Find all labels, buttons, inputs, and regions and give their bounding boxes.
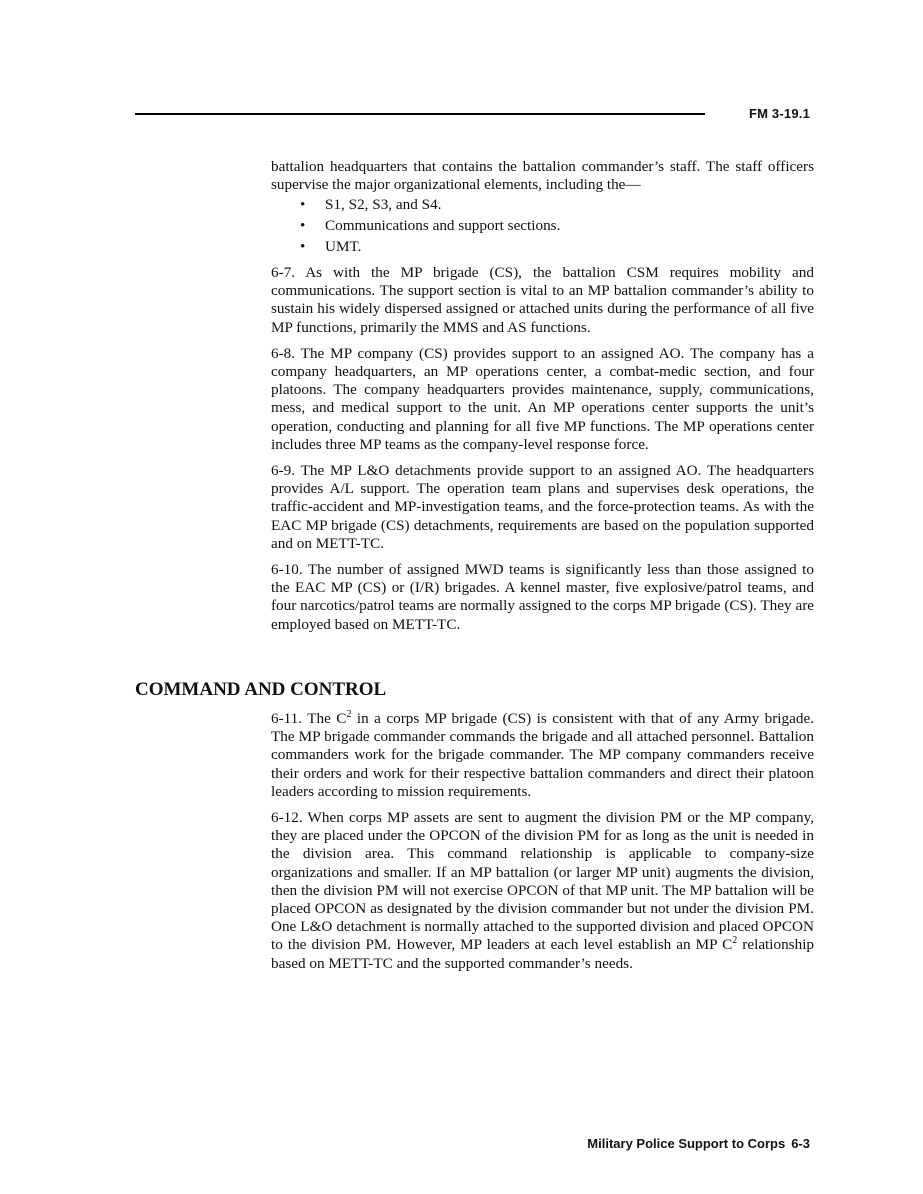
bullet-list [271, 196, 814, 256]
section-heading: COMMAND AND CONTROL [135, 679, 387, 700]
page-number: 6-3 [791, 1136, 810, 1151]
paragraph-6-12: 6-12. When corps MP assets are sent to augment the division PM or the MP company, they are placed under the OPCON of the division PM for as long as the unit is needed in the division area. This command relationship is applicable to company-size organizations and smaller. If an MP battalion (or larger MP unit) augments the division, then the division PM will not exercise OPCON of that MP unit. The MP battalion will be placed OPCON as designated by the division commander but not under the division PM. One L&O detachment is normally attached to the supported division and placed OPCON to the division PM. However, MP leaders at each level establish an MP $C^2$ relationship based on METT-TC and the supported commander’s needs. [271, 809, 815, 972]
superscript: 2 [732, 935, 738, 947]
document-code: FM 3-19.1 [748, 106, 810, 121]
bullet-item: • UMT. [300, 237, 362, 255]
bullet-item: • Communications and support sections. [300, 217, 561, 235]
bullet-icon: • [300, 237, 306, 255]
paragraph-6-7: 6-7. As with the MP brigade (CS), the battalion CSM requires mobility and communications. The support section is vital to an MP battalion commander’s ability to sustain his widely dispersed assigned or attached units during the performance of all five MP functions, primarily the MMS and AS functions. [271, 264, 814, 336]
bullet-item: • S1, S2, S3, and S4. [300, 196, 442, 214]
paragraph-6-8: 6-8. The MP company (CS) provides support to an assigned AO. The company has a company headquarters, an MP operations center, a combat-medic section, and four platoons. The company headquarters provides maintenance, supply, communications, mess, and medical support to the unit. An MP operations center supports the unit’s operation, conducting and planning for all five MP functions. The MP operations center includes three MP teams as the company-level response force. [271, 344, 814, 453]
paragraph-6-9: 6-9. The MP L&O detachments provide support to an assigned AO. The headquarters provides A/L support. The operation team plans and supervises desk operations, the traffic-accident and MP-investigation teams, and the force-protection teams. As with the EAC MP brigade (CS) detachments, requirements are based on the population supported and on METT-TC. [271, 462, 814, 552]
bullet-icon: • [300, 217, 306, 235]
footer-chapter-title: Military Police Support to Corps [587, 1136, 786, 1151]
page-footer [587, 1136, 810, 1151]
paragraph-6-10: 6-10. The number of assigned MWD teams is significantly less than those assigned to the EAC MP (CS) or (I/R) brigades. A kennel master, five explosive/patrol teams, and four narcotics/patrol teams are normally assigned to the corps MP brigade (CS). They are employed based on METT-TC. [271, 561, 814, 633]
paragraph-intro: battalion headquarters that contains the battalion commander’s staff. The staff officers supervise the major organizational elements, including the— [271, 158, 814, 194]
paragraph-6-11: 6-11. The $C^2$ in a corps MP brigade (CS) is consistent with that of any Army brigade. The MP brigade commander commands the brigade and all attached personnel. Battalion commanders work for the brigade commander. The MP company commanders receive their orders and work for their respective battalion commanders and direct their platoon leaders according to mission requirements. [271, 709, 814, 800]
superscript: 2 [346, 709, 352, 720]
body-text-section [271, 710, 814, 981]
header-rule [135, 113, 705, 115]
bullet-icon: • [300, 196, 306, 214]
body-text-top [271, 158, 814, 642]
